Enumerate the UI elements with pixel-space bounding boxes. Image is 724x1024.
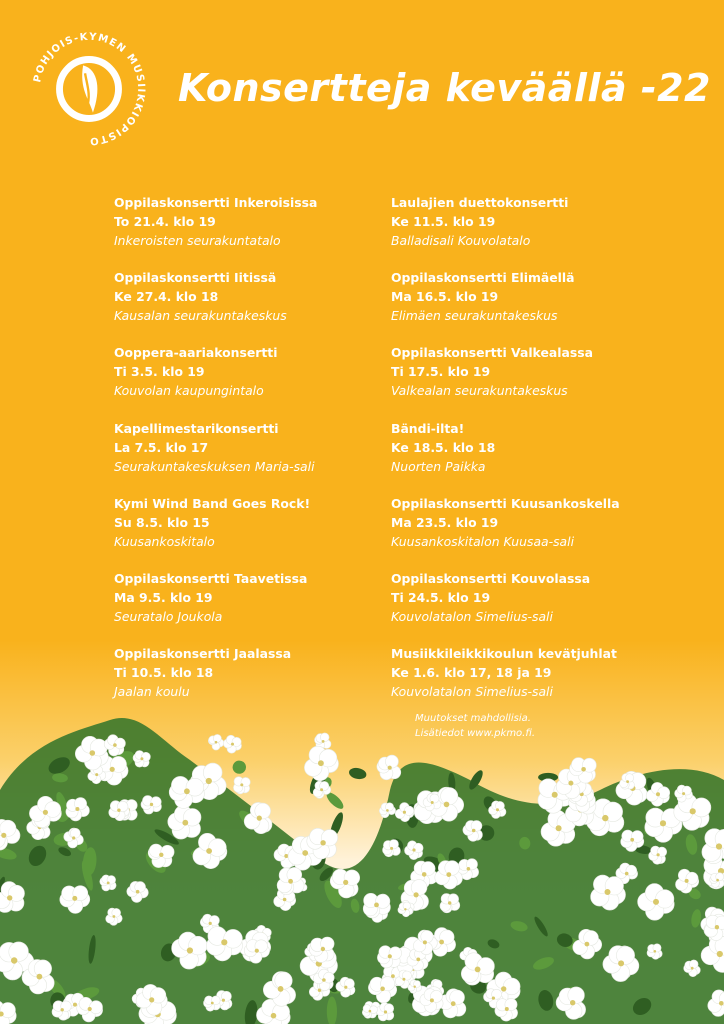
event-date: Ma 9.5. klo 19 [114, 589, 213, 605]
event-title: Oppilaskonsertti Elimäellä [391, 270, 575, 286]
events-column-right [391, 193, 681, 719]
event-place: Jaalan koulu [114, 684, 190, 700]
event-title: Ooppera-aariakonsertti [114, 345, 278, 361]
events-column-left [114, 193, 404, 719]
notes-changes: Muutokset mahdollisia. [415, 713, 531, 724]
event-place: Kuusankoskitalon Kuusaa-sali [391, 533, 575, 549]
event-date: Ti 10.5. klo 18 [114, 665, 214, 681]
event-item [114, 569, 404, 644]
event-date: Ma 16.5. klo 19 [391, 289, 499, 305]
event-item [114, 494, 404, 569]
event-item [114, 343, 404, 418]
event-title: Oppilaskonsertti Taavetissa [114, 570, 308, 586]
logo-ring-text: POHJOIS-KYMEN MUSIIKKIOPISTO [32, 31, 147, 147]
event-place: Valkealan seurakuntakeskus [391, 383, 568, 399]
event-title: Kymi Wind Band Goes Rock! [114, 495, 311, 511]
event-date: Ke 1.6. klo 17, 18 ja 19 [391, 665, 552, 681]
event-title: Oppilaskonsertti Iitissä [114, 270, 277, 286]
event-place: Kouvolatalon Simelius-sali [391, 608, 553, 624]
event-title: Kapellimestarikonsertti [114, 420, 279, 436]
event-place: Balladisali Kouvolatalo [391, 233, 531, 248]
event-title: Oppilaskonsertti Kuusankoskella [391, 495, 620, 511]
event-item [391, 569, 681, 644]
event-title: Oppilaskonsertti Jaalassa [114, 646, 292, 662]
event-place: Inkeroisten seurakuntatalo [114, 233, 281, 248]
event-place: Elimäen seurakuntakeskus [391, 308, 558, 324]
event-title: Laulajien duettokonsertti [391, 195, 569, 210]
event-date: To 21.4. klo 19 [114, 214, 216, 229]
event-item [114, 193, 404, 268]
event-date: Ma 23.5. klo 19 [391, 514, 499, 530]
music-school-logo-icon [30, 30, 148, 148]
event-place: Kouvolatalon Simelius-sali [391, 684, 553, 700]
event-date: Su 8.5. klo 15 [114, 514, 210, 530]
event-date: Ti 17.5. klo 19 [391, 364, 491, 380]
event-title: Musiikkileikkikoulun kevätjuhlat [391, 646, 617, 662]
event-place: Seuratalo Joukola [114, 608, 223, 624]
event-title: Oppilaskonsertti Inkeroisissa [114, 195, 318, 210]
event-title: Bändi-ilta! [391, 420, 465, 436]
event-item [391, 343, 681, 418]
event-place: Seurakuntakeskuksen Maria-sali [114, 458, 315, 474]
blossom-decoration [0, 700, 724, 1024]
event-item [391, 494, 681, 569]
apple-blossom-branches-icon [0, 700, 724, 1024]
page-title: Konsertteja keväällä -22 [178, 66, 711, 110]
event-date: Ti 3.5. klo 19 [114, 364, 205, 380]
event-item [114, 419, 404, 494]
event-title: Oppilaskonsertti Kouvolassa [391, 570, 591, 586]
event-date: Ti 24.5. klo 19 [391, 589, 491, 605]
event-item [391, 419, 681, 494]
event-date: Ke 27.4. klo 18 [114, 289, 219, 305]
event-place: Kuusankoskitalo [114, 533, 215, 549]
event-item [114, 268, 404, 343]
notes-more-info: Lisätiedot www.pkmo.fi. [415, 728, 535, 739]
event-item [391, 268, 681, 343]
event-date: La 7.5. klo 17 [114, 439, 209, 455]
event-title: Oppilaskonsertti Valkealassa [391, 345, 593, 361]
event-item [391, 193, 681, 268]
event-place: Kouvolan kaupungintalo [114, 383, 264, 399]
event-date: Ke 18.5. klo 18 [391, 439, 496, 455]
event-place: Nuorten Paikka [391, 458, 486, 474]
event-date: Ke 11.5. klo 19 [391, 214, 496, 229]
music-school-logo [30, 30, 148, 148]
event-place: Kausalan seurakuntakeskus [114, 308, 287, 324]
